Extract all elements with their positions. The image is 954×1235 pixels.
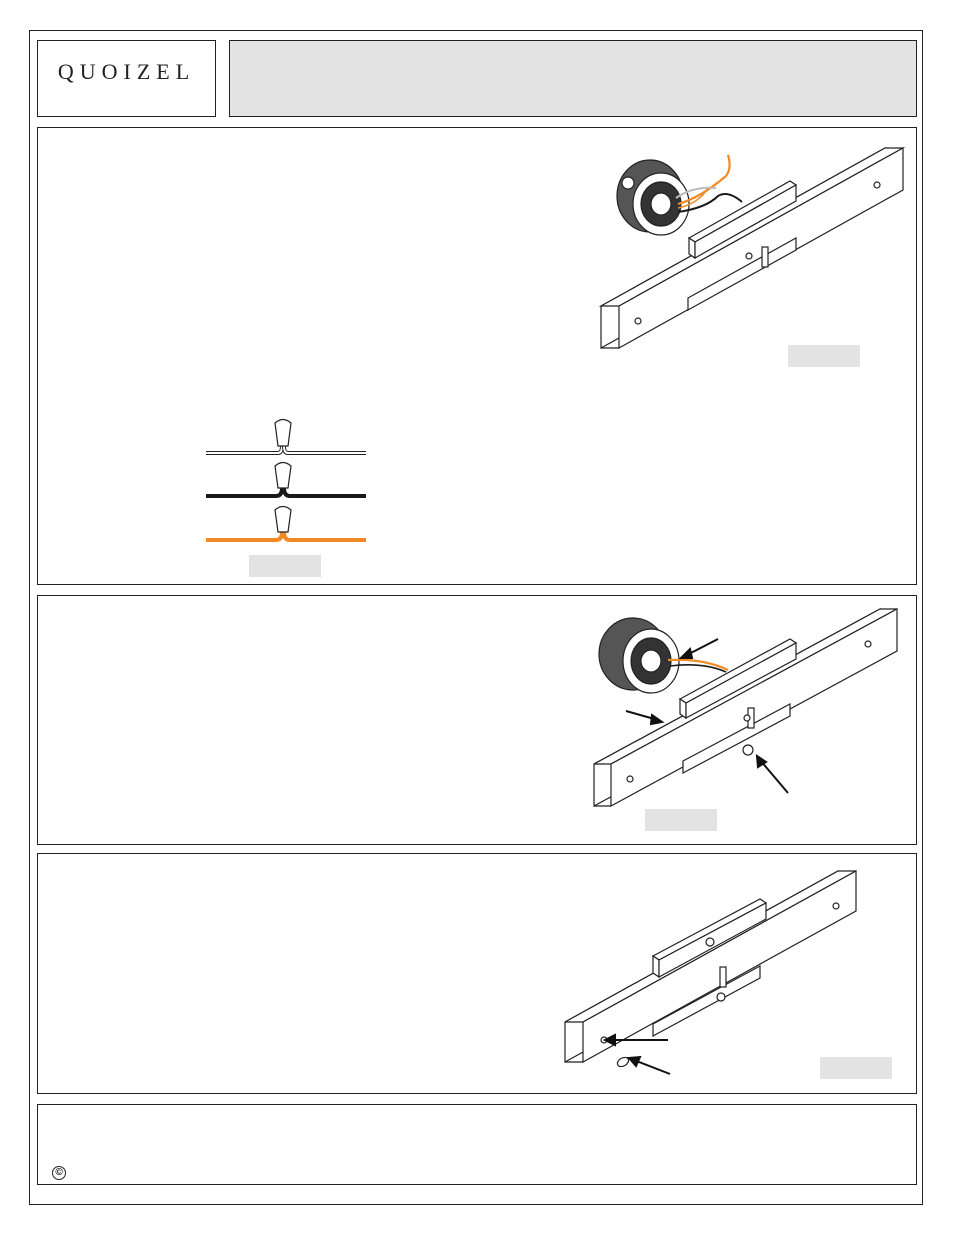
- fixture-with-junction-box-figure: [38, 128, 918, 586]
- fixture-mounted-arrows-figure: [38, 596, 918, 846]
- logo-text: QUOIZEL: [57, 59, 196, 84]
- step-panel-1: [37, 127, 917, 585]
- figure-label-3: [645, 809, 717, 831]
- fixture-endcap-screws-figure: [38, 854, 918, 1095]
- wire-nut-diagram: [206, 420, 366, 541]
- step-panel-3: [37, 853, 917, 1094]
- figure-label-2: [249, 555, 321, 577]
- step-panel-2: [37, 595, 917, 845]
- copyright-icon: ©: [52, 1166, 66, 1180]
- figure-label-1: [788, 345, 860, 367]
- figure-label-4: [820, 1057, 892, 1079]
- header-title-box: [229, 40, 917, 117]
- logo-box: [37, 40, 216, 117]
- footer-panel: [37, 1104, 917, 1185]
